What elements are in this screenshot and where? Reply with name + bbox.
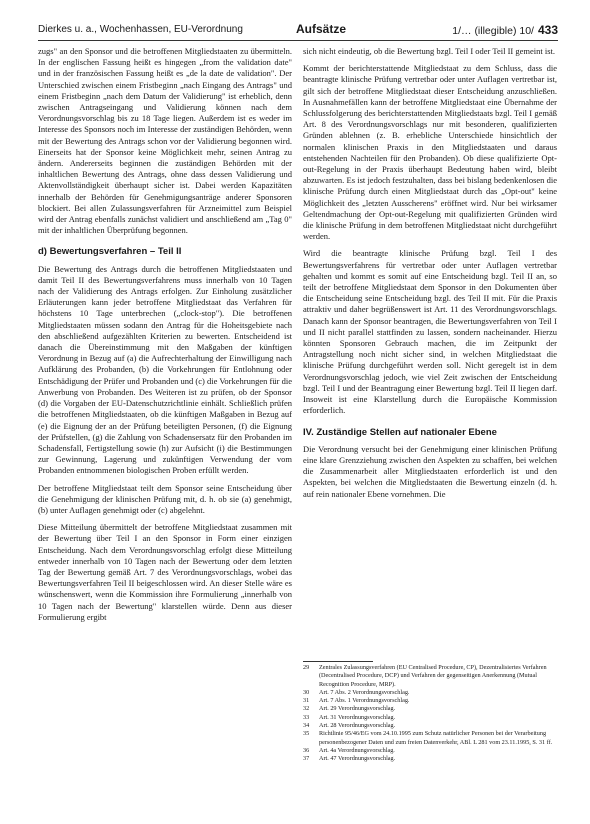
footnote: [303, 755, 557, 763]
footnote-text: Art. 7 Abs. 1 Verordnungsvorschlag.: [319, 697, 410, 705]
footnote: [303, 730, 557, 747]
header-rule: [38, 40, 558, 41]
paragraph: Wird die beantragte klinische Prüfung bzgl. Teil I des Bewertungsverfahrens für vertretbar oder unter Auflagen vertretbar gehalten und kommt es somit auf eine Entscheidung bzgl. Teil II an, so teilt der betroffene Mitgliedstaat dem Sponsor in den Dokumenten über die Entscheidung seine Entscheidung bzgl. des Teil II mit. Für die Praxis attraktiv und daher begrüßenswert ist Art. 11 des Verordnungsvorschlags. Danach kann der Sponsor beantragen, die Bewertungsverfahren von Teil I und II nicht parallel stattfinden zu lassen, sondern nacheinander. Hierzu könnten Sponsoren Gebrauch machen, die im Zeitpunkt der Antragstellung noch nicht sicher sind, in welchen Mitgliedstaat die klinische Prüfung durchgeführt werden soll. Nicht geregelt ist in dem Verordnungsvorschlag jedoch, wie viel Zeit zwischen der Entscheidung bzgl. Teil I und der Beantragung einer Bewertung bzgl. Teil II liegen darf. Insoweit ist eine Klarstellung durch die Europäische Kommission erforderlich.: [303, 248, 557, 416]
footnote: [303, 697, 557, 705]
paragraph: Kommt der berichterstattende Mitgliedstaat zu dem Schluss, dass die beantragte klinische Prüfung vertretbar oder unter Auflagen vertretbar ist, gilt sich der betroffene Mitgliedstaat dieser Entscheidung anzuschließen. In Ausnahmefällen kann der betroffene Mitgliedstaat eine Übernahme der Schlussfolgerung des berichterstattenden Mitgliedstaats bzgl. Teil I gemäß Art. 8 des Verordnungsvorschlags nur mit besonderen, qualifizierten Gründen ablehnen (z. B. erhebliche Unterschiede hinsichtlich der normalen klinischen Praxis in den Mitgliedstaaten und daraus entstehenden Nachteilen für den Probanden). Ob diese qualifizierte Opt-out-Regelung in der Praxis überhaupt Bedeutung haben wird, bleibt abzuwarten. Es ist jedoch festzuhalten, dass bei bislang bedenkenlosen die klinische Prüfung durch einen Mitgliedstaat durch das „Opt-out" keine Möglichkeit des „letzten Ausscherens" eröffnet wird. Nur bei wirksamer Geltendmachung der Opt-out-Regelung mit qualifizierten Gründen wird die klinische Prüfung in dem betroffenen Mitgliedstaat nicht durchgeführt werden.: [303, 63, 557, 242]
right-column: [303, 46, 557, 506]
paragraph: Der betroffene Mitgliedstaat teilt dem Sponsor seine Entscheidung über die Genehmigung der klinischen Prüfung mit, d. h. ob sie (a) genehmigt, (b) unter Auflagen genehmigt oder (c) abgelehnt.: [38, 482, 292, 515]
footnote: [303, 664, 557, 689]
footnotes: [303, 664, 557, 764]
footnote-text: Art. 47 Verordnungsvorschlag.: [319, 755, 396, 763]
footnote-text: Art. 4a Verordnungsvorschlag.: [319, 746, 395, 754]
section-title: Aufsätze: [296, 22, 347, 36]
section-heading: d) Bewertungsverfahren – Teil II: [38, 246, 182, 258]
footnote-text: Art. 7 Abs. 2 Verordnungsvorschlag.: [319, 688, 410, 696]
section-heading: IV. Zuständige Stellen auf nationaler Ebene: [303, 426, 497, 438]
footnote-number: 34: [303, 722, 310, 730]
footnote-number: 30: [303, 688, 310, 696]
footnote-number: 31: [303, 697, 310, 705]
footnote-number: 35: [303, 730, 310, 738]
footnote: [303, 747, 557, 755]
footnote: [303, 689, 557, 697]
paragraph: sich nicht eindeutig, ob die Bewertung bzgl. Teil I oder Teil II gemeint ist.: [303, 46, 556, 56]
footnote-number: 32: [303, 705, 310, 713]
paragraph: Die Verordnung versucht bei der Genehmigung einer klinischen Prüfung eine klare Grenzziehung zwischen den Aspekten zu schaffen, bei welchen die Zusammenarbeit aller Mitgliedstaaten erforderlich ist und den Aspekten, bei welchen die Mitgliedstaaten die Bewertung einzeln (d. h. auf rein nationaler Ebene vornehmen. Die: [303, 443, 557, 499]
journal-reference: [452, 23, 558, 37]
running-head-authors: Dierkes u. a., Wochenhassen, EU-Verordnung: [38, 24, 243, 35]
footnote-text: Richtlinie 95/46/EG vom 24.10.1995 zum Schutz natürlicher Personen bei der Verarbeitung personenbezogener Daten und zum freien Datenverkehr, ABl. L 281 vom 23.11.1995, S. 31 ff.: [319, 730, 553, 746]
footnote-text: Zentrales Zulassungsverfahren (EU Centralised Procedure, CP), Dezentralisiertes Verfahren (Decentralised Procedure, DCP) und Verfahren der gegenseitigen Anerkennung (Mutual Recognition Procedure, MRP).: [319, 664, 547, 688]
footnote-number: 36: [303, 746, 310, 754]
footnote-rule: [303, 661, 373, 662]
footnote: [303, 714, 557, 722]
footnote-number: 29: [303, 664, 310, 671]
paragraph: zugs" an den Sponsor und die betroffenen Mitgliedstaaten zu übermitteln. In der englischen Fassung heißt es hingegen „from the validation date" und in der französischen Fassung heißt es „de la date de validation". Der Unterschied zwischen einem Fristbeginn „nach Eingang des Antrags" und einem Fristbeginn „nach dem Datum der Validierung" ist erheblich, denn zwischen Antragseingang und Validierung können nach dem Verordnungsvorschlag bis zu 18 Tage liegen. Außerdem ist es weder im Interesse des Sponsors noch im Interesse der zuständigen Behörden, wenn mit der Bewertung des Antrags schon vor der Validierung begonnen wird. Einerseits hat der Sponsor keine Möglichkeit mehr, seinen Antrag zu ändern. Andererseits beginnen die zuständigen Behörden mit der inhaltlichen Bewertung des Antrags, ohne dass dessen Validierung und Aktenvollständigkeit überhaupt sicher ist. Dabei werden Kapazitäten innerhalb der Behörden für Genehmigungsanträge anderer Sponsoren blockiert. Bei allen Zulassungsverfahren für Arzneimittel zum Beispiel wird der Antrag ebenfalls zunächst validiert und anschließend am „Tag 0" mit der inhaltlichen Überprüfung begonnen.: [38, 46, 292, 236]
footnote: [303, 705, 557, 713]
footnote-number: 37: [303, 755, 310, 763]
footnote-number: 33: [303, 713, 310, 721]
page-number: 433: [537, 23, 558, 37]
page-header: [38, 22, 558, 40]
left-column: [38, 46, 292, 629]
footnote-text: Art. 29 Verordnungsvorschlag.: [319, 705, 396, 713]
footnote-text: Art. 31 Verordnungsvorschlag.: [319, 713, 396, 721]
paragraph: Die Bewertung des Antrags durch die betroffenen Mitgliedstaaten und damit Teil II des Bewertungsverfahrens muss innerhalb von 10 Tagen nach der Validierung des Antrags erfolgen. Zur Einholung zusätzlicher Erläuterungen kann jeder betroffene Mitgliedstaat das Verfahren für höchstens 10 Tage unterbrechen („clock-stop"). Die betroffenen Mitgliedstaaten müssen sodann den Antrag für die Hoheitsgebiete nach den abschließend aufgezählten Kriterien zu bewerten. Entscheidend ist danach die Übereinstimmung mit den Maßgaben der künftigen Verordnung in Bezug auf (a) die Aufrechterhaltung der Einwilligung nach Aufklärung des Probanden, (b) die Vorkehrungen für Entlohnung oder Entschädigung der Prüfer und Probanden und (c) die Vorkehrungen für die Anwerbung von Probanden. Des Weiteren ist zu prüfen, ob der Sponsor (d) die Vorgaben der EU-Datenschutzrichtlinie einhält. Schließlich prüfen die betroffenen Mitgliedstaaten, ob die künftigen Maßgaben in Bezug auf (e) die Eignung der an der Prüfung beteiligten Personen, (f) die Eignung der Prüfstellen, (g) die Zahlung von Schadensersatz für den Probanden im Schadensfall, Fertigstellung sowie (h) zur Aufsicht (i) die Bestimmungen zur Gewinnung, Lagerung und zukünftigen Verwendung der vom Probanden entnommenen biologischen Proben erfüllt werden.: [38, 263, 292, 476]
paragraph: Diese Mitteilung übermittelt der betroffene Mitgliedstaat zusammen mit der Bewertung über Teil I an den Sponsor in Form einer einzigen Entscheidung. Nach dem Verordnungsvorschlag erfolgt diese Mitteilung entweder innerhalb von 10 Tagen nach der Bewertung oder dem letzten Tag der Bewertung gemäß Art. 7 des Verordnungsvorschlags, wobei das Bewertungsverfahren Teil II beigeschlossen wird. An dieser Stelle wäre es wünschenswert, wenn die Kommission ihre Formulierung „innerhalb von 10 Tagen nach der Bewertung" klarstellen würde. Denn aus dieser Formulierung ergibt: [38, 522, 292, 622]
footnote: [303, 722, 557, 730]
journal-issue: 1/… (illegible) 10/: [452, 25, 534, 37]
footnote-text: Art. 28 Verordnungsvorschlag.: [319, 722, 396, 730]
